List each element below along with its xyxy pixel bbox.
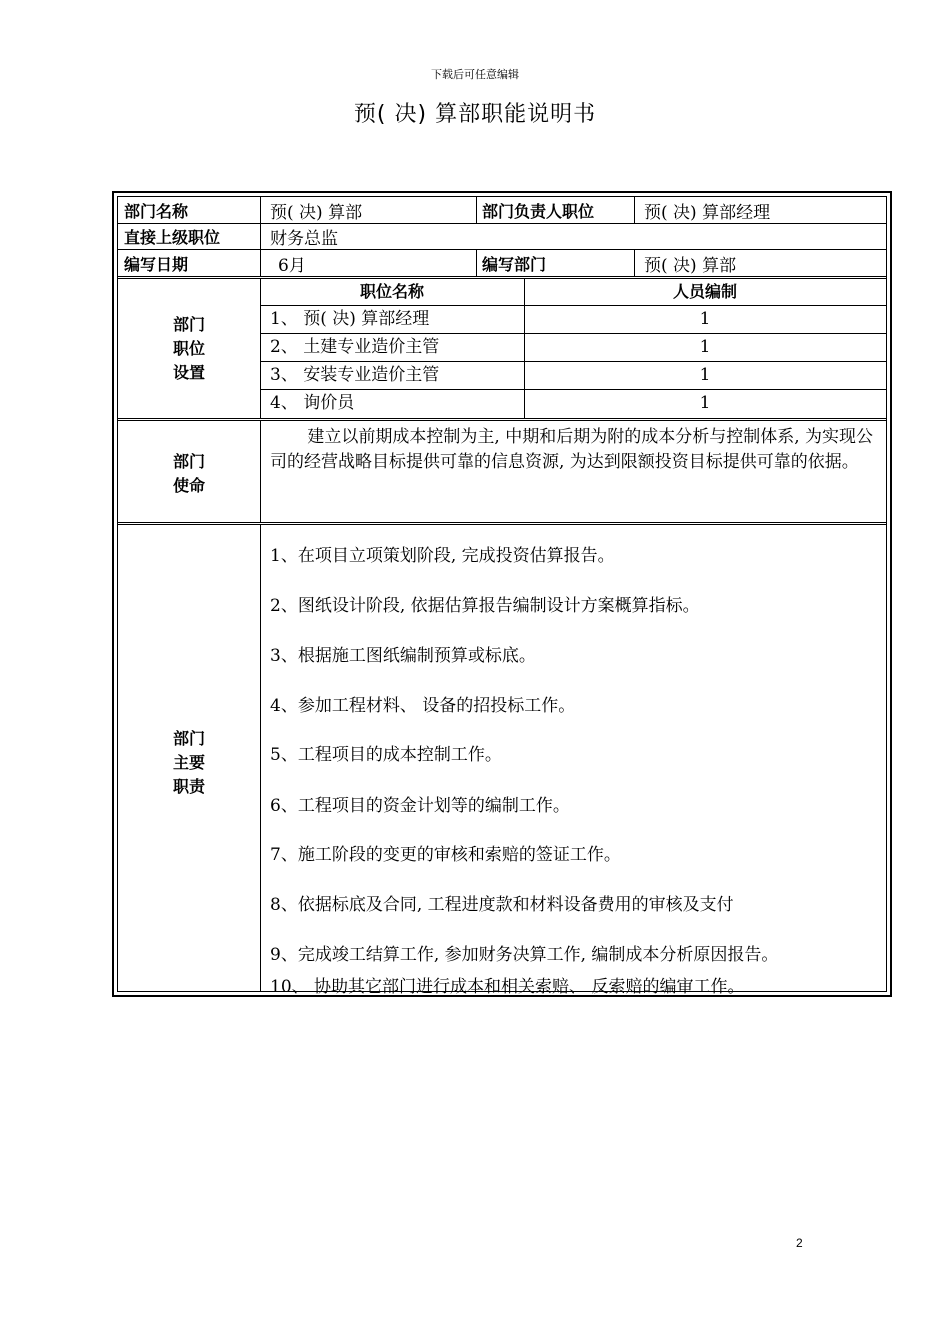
col-headcount: 人员编制: [672, 282, 737, 301]
position-name-1: 1、 预( 决) 算部经理: [270, 309, 430, 329]
duty-item: 4、参加工程材料、 设备的招投标工作。: [270, 696, 576, 716]
date-label: 编写日期: [124, 254, 189, 274]
mission-side-label: 部门 使命: [172, 452, 205, 495]
duties-side-label: 部门 主要 职责: [172, 729, 205, 796]
author-dept-label: 编写部门: [482, 254, 547, 274]
head-position-label: 部门负责人职位: [482, 201, 595, 221]
duty-item: 7、施工阶段的变更的审核和索赔的签证工作。: [270, 845, 621, 865]
row-superior: [118, 224, 886, 249]
position-count-1: 1: [699, 309, 711, 329]
duty-item: 8、依据标底及合同, 工程进度款和材料设备费用的审核及支付: [270, 895, 734, 915]
position-count-2: 1: [699, 337, 711, 357]
duty-item: 1、在项目立项策划阶段, 完成投资估算报告。: [270, 546, 615, 566]
positions-side-label: 部门 职位 设置: [172, 315, 205, 382]
duty-item: 9、完成竣工结算工作, 参加财务决算工作, 编制成本分析原因报告。: [270, 945, 779, 965]
author-dept-value: 预( 决) 算部: [644, 255, 737, 276]
document-title: 预( 决) 算部职能说明书: [353, 102, 597, 127]
superior-label: 直接上级职位: [124, 228, 221, 247]
col-position-name: 职位名称: [359, 282, 424, 301]
position-name-4: 4、 询价员: [270, 393, 355, 413]
superior-value: 财务总监: [270, 229, 338, 249]
page-number: 2: [796, 1236, 803, 1250]
duty-item: 3、根据施工图纸编制预算或标底。: [270, 646, 536, 666]
position-count-4: 1: [699, 393, 711, 413]
row-dept-name: [118, 197, 886, 223]
mission-text: 建立以前期成本控制为主, 中期和后期为附的成本分析与控制体系, 为实现公司的经营战略目标提供可靠的信息资源, 为达到限额投资目标提供可靠的依据。: [270, 427, 874, 472]
head-position-value: 预( 决) 算部经理: [644, 202, 771, 223]
position-name-3: 3、 安装专业造价主管: [270, 365, 440, 385]
duty-item: 10、 协助其它部门进行成本和相关索赔、 反索赔的编审工作。: [270, 977, 745, 997]
dept-name-value: 预( 决) 算部: [270, 202, 363, 223]
date-value: 6月: [278, 255, 306, 276]
position-name-2: 2、 土建专业造价主管: [270, 337, 440, 357]
duty-table: [112, 191, 892, 997]
header-note: 下载后可任意编辑: [431, 68, 519, 81]
duty-item: 6、工程项目的资金计划等的编制工作。: [270, 796, 570, 816]
duty-item: 5、工程项目的成本控制工作。: [270, 745, 502, 765]
row-date: [118, 250, 886, 276]
dept-name-label: 部门名称: [124, 201, 189, 221]
position-count-3: 1: [699, 365, 711, 385]
duty-item: 2、图纸设计阶段, 依据估算报告编制设计方案概算指标。: [270, 596, 700, 616]
